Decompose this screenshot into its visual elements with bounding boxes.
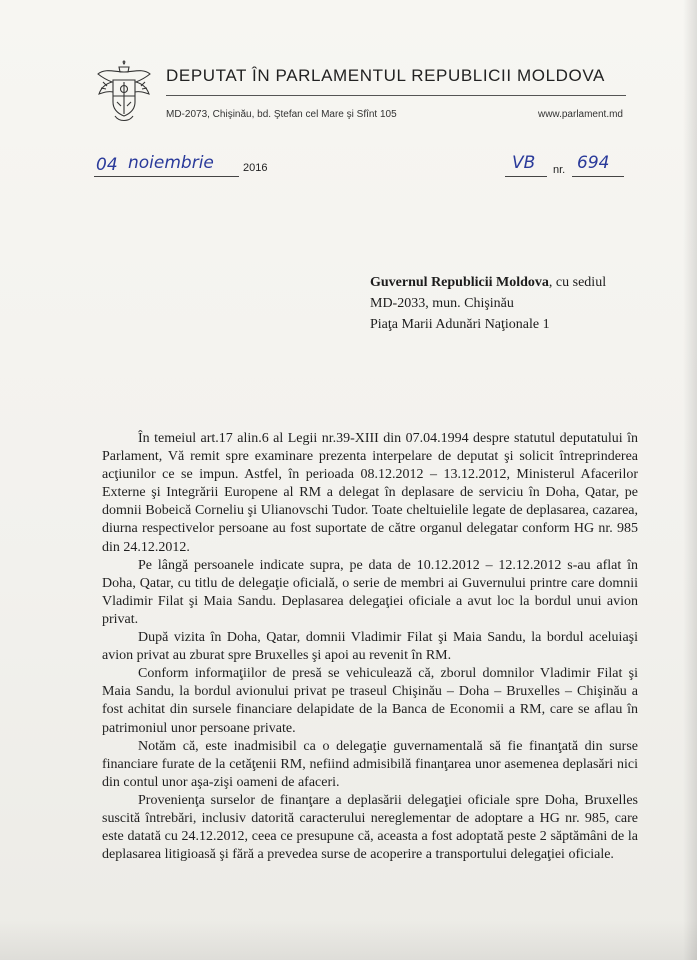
addressee-line-2: MD-2033, mun. Chişinău bbox=[370, 296, 514, 311]
header-website: www.parlament.md bbox=[537, 109, 623, 120]
letter-body bbox=[102, 430, 638, 864]
reference-code-underline bbox=[505, 176, 547, 177]
header-title: DEPUTAT ÎN PARLAMENTUL REPUBLICII MOLDOVA bbox=[166, 66, 605, 85]
reference-code-handwritten: VB bbox=[512, 153, 536, 173]
header-divider bbox=[166, 95, 626, 96]
date-day-handwritten: 04 bbox=[96, 155, 118, 175]
body-paragraph-5: Notăm că, este inadmisibil ca o delegaţie guvernamentală să fie finanţată din surse financiare furate de la cetăţenii RM, nefiind admisibilă finanţarea unor asemenea deplasări nici din contul unor aşa-zişi oameni de afaceri. bbox=[102, 738, 638, 790]
date-month-handwritten: noiembrie bbox=[128, 153, 214, 173]
reference-number-handwritten: 694 bbox=[577, 153, 610, 173]
addressee-name: Guvernul Republicii Moldova bbox=[370, 275, 549, 290]
header-address: MD-2073, Chişinău, bd. Ştefan cel Mare şi Sfînt 105 bbox=[166, 109, 397, 120]
addressee-block bbox=[370, 272, 606, 335]
reference-number-underline bbox=[572, 176, 624, 177]
body-paragraph-6: Provenienţa surselor de finanţare a deplasării delegaţiei oficiale spre Doha, Bruxelles suscită întrebări, inclusiv datorită caracterului nereglementar de adoptare a HG nr. 985, care este datată cu 24.12.2012, ceea ce presupune că, aceasta a fost adoptată peste 2 săptămâni de la deplasarea litigioasă şi fără a prevedea surse de acoperire a transportului delegaţiei oficiale. bbox=[102, 792, 638, 863]
addressee-line-3: Piaţa Marii Adunări Naţionale 1 bbox=[370, 317, 550, 332]
date-year: 2016 bbox=[243, 162, 268, 174]
page-edge-shadow bbox=[683, 0, 697, 960]
date-underline bbox=[94, 176, 239, 177]
coat-of-arms-icon bbox=[95, 58, 153, 126]
reference-number-label: nr. bbox=[553, 164, 566, 176]
addressee-suffix: , cu sediul bbox=[548, 275, 607, 290]
body-paragraph-2: Pe lângă persoanele indicate supra, pe data de 10.12.2012 – 12.12.2012 s-au aflat în Doha, Qatar, cu titlu de delegaţie oficială, o serie de membri ai Guvernului printre care domnii Vladimir Filat şi Maia Sandu. Deplasarea delegaţiei oficiale a avut loc la bordul unui avion privat. bbox=[102, 557, 638, 627]
page-bottom-shadow bbox=[0, 920, 697, 960]
addressee-line-1 bbox=[370, 272, 606, 293]
body-paragraph-1: În temeiul art.17 alin.6 al Legii nr.39-XIII din 07.04.1994 despre statutul deputatului în Parlament, Vă remit spre examinare prezenta interpelare de deputat şi solicit întreprinderea acţiunilor ce se impun. Astfel, în perioada 08.12.2012 – 13.12.2012, Ministerul Afacerilor Externe şi Integrării Europene al RM a delegat în deplasare de serviciu în Doha, Qatar, pe domnii Bobeică Corneliu şi Ulianovschi Tudor. Toate cheltuielile legate de deplasarea, cazarea, diurna respectivelor persoane au fost suportate de către organul delegatar conform HG nr. 985 din 24.12.2012. bbox=[102, 431, 638, 555]
body-paragraph-4: Conform informaţiilor de presă se vehiculează că, zborul domnilor Vladimir Filat şi Maia Sandu, la bordul avionului privat pe traseul Chişinău – Doha – Bruxelles – Chişinău a fost achitat din sursele financiare delapidate de la Banca de Economii a RM, care se aflau în patrimoniul unor persoane private. bbox=[102, 666, 638, 736]
body-paragraph-3: După vizita în Doha, Qatar, domnii Vladimir Filat şi Maia Sandu, la bordul aceluiaşi avion privat au zburat spre Bruxelles şi apoi au revenit în RM. bbox=[102, 630, 638, 664]
